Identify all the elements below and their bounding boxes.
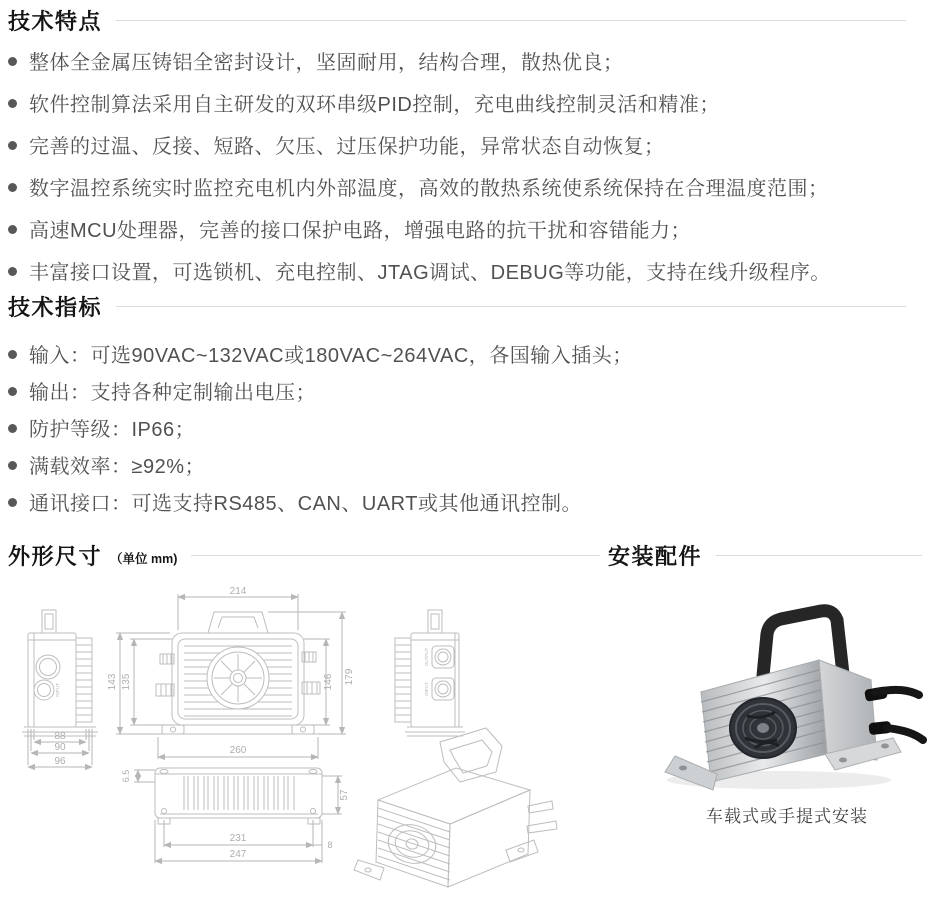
list-item — [8, 81, 906, 123]
dimension-label: 90 — [54, 742, 66, 753]
spec-text: 防护等级：IP66； — [29, 419, 196, 441]
spec-text: 通讯接口：可选支持RS485、CAN、UART或其他通讯控制。 — [29, 493, 582, 515]
list-item — [8, 165, 906, 207]
section-title-features: 技术特点 — [8, 9, 103, 34]
bullet-icon — [8, 267, 17, 276]
list-item — [8, 207, 906, 249]
front-view-drawing — [156, 612, 320, 734]
dimension-drawings — [8, 582, 608, 897]
input-port-label: INPUT — [424, 682, 429, 696]
section-title-mounting: 安装配件 — [608, 544, 703, 569]
mounting-heading — [608, 540, 922, 571]
dimension-label: 231 — [229, 833, 247, 844]
feature-text: 高速MCU处理器，完善的接口保护电路，增强电路的抗干扰和容错能力； — [29, 219, 692, 242]
charger-product-photo — [646, 588, 928, 794]
bullet-icon — [8, 498, 17, 507]
section-title-dimensions: 外形尺寸 — [8, 544, 103, 569]
dimension-label: 247 — [229, 849, 247, 860]
mounting-photo-block — [646, 588, 928, 827]
feature-text: 数字温控系统实时监控充电机内外部温度，高效的散热系统使系统保持在合理温度范围； — [29, 177, 829, 200]
dimension-label: 8 — [327, 840, 333, 850]
dimension-label: 135 — [121, 673, 132, 691]
list-item — [8, 335, 906, 372]
list-item — [8, 483, 906, 520]
list-item — [8, 249, 906, 291]
bullet-icon — [8, 99, 17, 108]
specs-heading — [8, 291, 906, 322]
output-port-label: OUTPUT — [424, 647, 429, 667]
dimension-label: 88 — [54, 731, 66, 742]
spec-text: 输出：支持各种定制输出电压； — [29, 382, 316, 404]
bullet-icon — [8, 350, 17, 359]
dimension-label: 57 — [339, 789, 350, 801]
bottom-view-drawing — [155, 768, 322, 824]
dimension-drawings-svg — [8, 582, 608, 897]
spec-text: 满载效率：≥92%； — [29, 456, 206, 478]
dimension-label: 179 — [344, 668, 355, 686]
bullet-icon — [8, 225, 17, 234]
features-heading — [8, 5, 906, 36]
heading-divider — [716, 555, 922, 556]
section-specs — [8, 291, 906, 520]
list-item — [8, 39, 906, 81]
list-item — [8, 446, 906, 483]
list-item — [8, 409, 906, 446]
isometric-view-drawing — [354, 728, 557, 887]
dimensions-heading — [8, 540, 600, 571]
feature-text: 整体全金属压铸铝全密封设计，坚固耐用，结构合理，散热优良； — [29, 51, 624, 74]
dimension-label: 146 — [323, 673, 334, 691]
side-view-left-drawing — [22, 610, 98, 736]
dimension-label: 143 — [107, 673, 118, 691]
feature-text: 软件控制算法采用自主研发的双环串级PID控制，充电曲线控制灵活和精准； — [29, 93, 720, 116]
bullet-icon — [8, 424, 17, 433]
dimension-label: 6.5 — [121, 769, 131, 783]
dimension-label: 214 — [229, 586, 247, 597]
feature-text: 完善的过温、反接、短路、欠压、过压保护功能，异常状态自动恢复； — [29, 135, 665, 158]
section-features — [8, 5, 906, 291]
bullet-icon — [8, 141, 17, 150]
dimension-label: 96 — [54, 756, 66, 767]
heading-divider — [116, 20, 906, 21]
side-view-right-drawing — [395, 610, 465, 736]
cooling-fan — [730, 698, 796, 758]
feature-text: 丰富接口设置，可选锁机、充电控制、JTAG调试、DEBUG等功能，支持在线升级程序。 — [29, 261, 831, 284]
input-port-label: INPUT — [55, 683, 60, 697]
specs-list — [8, 335, 906, 520]
unit-note: （单位 mm) — [110, 551, 178, 566]
bullet-icon — [8, 57, 17, 66]
dimension-label: 260 — [229, 745, 247, 756]
heading-divider — [116, 306, 906, 307]
heading-divider — [191, 555, 600, 556]
list-item — [8, 123, 906, 165]
bullet-icon — [8, 183, 17, 192]
dimension-labels — [54, 586, 429, 860]
bullet-icon — [8, 387, 17, 396]
section-title-specs: 技术指标 — [8, 295, 103, 320]
bullet-icon — [8, 461, 17, 470]
features-list — [8, 39, 906, 291]
list-item — [8, 372, 906, 409]
spec-text: 输入：可选90VAC~132VAC或180VAC~264VAC，各国输入插头； — [29, 345, 633, 367]
photo-caption: 车载式或手提式安装 — [706, 807, 868, 826]
